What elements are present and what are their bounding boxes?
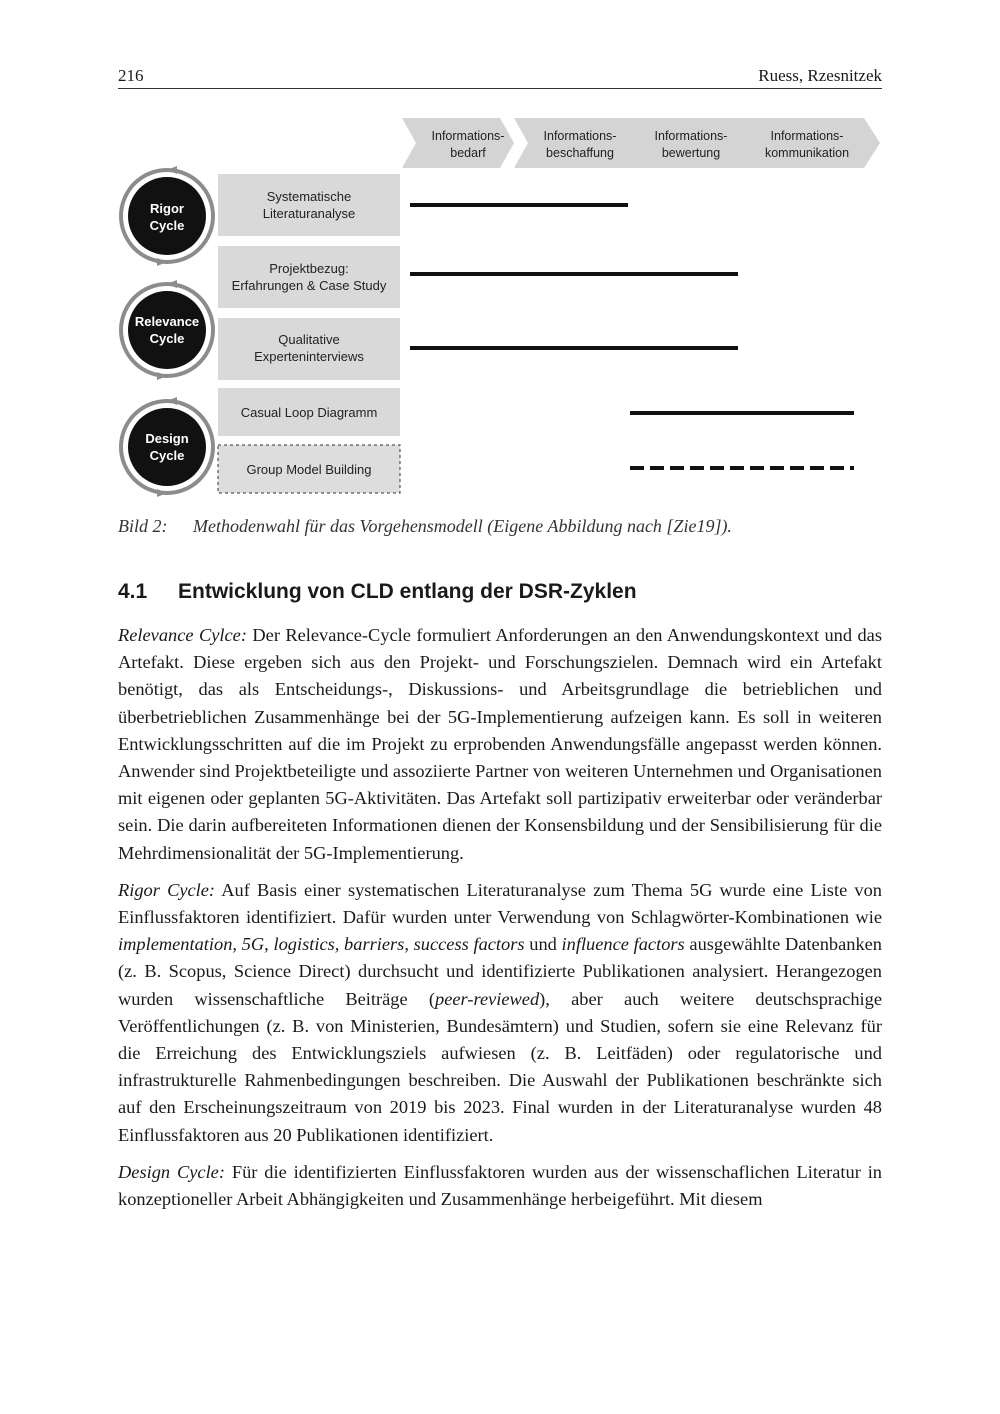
- phase-2-label-line1: Informations-: [543, 129, 617, 143]
- section-heading: [118, 580, 882, 604]
- phase-3-label-line2: bewertung: [661, 146, 721, 160]
- paragraph-relevance: [118, 622, 882, 867]
- paragraph-text: ausgewählte Datenbanken (z. B. Scopus, Science Direct) durchsucht und identifizierte Publikationen analysiert. Herangezogen wurden wissenschaftliche Beiträge (: [118, 934, 883, 1009]
- rigor-cycle-disc: [128, 177, 206, 255]
- relevance-cycle-arrow-icon-2: [157, 372, 167, 380]
- phase-chevron-3: [626, 118, 750, 168]
- phase-1-label-line2: bedarf: [450, 146, 486, 160]
- paragraph-label: Design Cycle:: [118, 1161, 225, 1182]
- design-cycle-label-line2: Cycle: [149, 448, 185, 463]
- method-bars: [410, 205, 854, 468]
- relevance-cycle-disc: [128, 291, 206, 369]
- page-header: [118, 64, 882, 89]
- paragraph-rigor: [118, 877, 882, 1149]
- paragraph-text: Der Relevance-Cycle formuliert Anforderungen an den Anwendungskontext und das Artefakt. Diese ergeben sich aus den Projekt- und Forschungszielen. Demnach wird ein Artefakt benötigt, das als Entscheidungs-, Diskussions- und Arbeitsgrundlage die betrieblichen und überbetrieblichen Zusammenhänge bei der 5G-Implementierung aufzeigen kann. Es soll in weiteren Entwicklungsschritten auf die im Projekt zu erprobenden Anwendungsfälle angepasst werden können. Anwender sind Projektbeteiligte und assoziierte Partner von weiteren Unternehmen und Organisationen mit eigenen oder geplanten 5G-Aktivitäten. Das Artefakt soll partizipativ erweiterbar oder veränderbar sein. Die darin aufbereiteten Informationen dienen der Konsensbildung und der Sensibilisierung für die Mehrdimensionalität der 5G-Implementierung.: [118, 625, 882, 863]
- section-title: Entwicklung von CLD entlang der DSR-Zyklen: [178, 580, 637, 603]
- running-authors: Ruess, Rzesnitzek: [758, 66, 882, 85]
- phase-header: [402, 118, 880, 168]
- relevance-cycle: [121, 280, 213, 380]
- caption-label: Bild 2:: [118, 516, 168, 536]
- method-2-label-line1: Projektbezug:: [269, 261, 349, 276]
- rigor-cycle: [121, 166, 213, 266]
- relevance-cycle-arrow-icon: [167, 280, 177, 288]
- phase-1-label-line1: Informations-: [431, 129, 505, 143]
- paragraph-text: Für die identifizierten Einflussfaktoren wurden aus der wissenschaflichen Literatur in konzeptioneller Arbeit Abhängigkeiten und Zusammenhänge herbeigeführt. Mit diesem: [118, 1161, 882, 1210]
- phase-4-label-line2: kommunikation: [764, 146, 850, 160]
- body-text: [118, 622, 882, 1223]
- page-number: 216: [118, 66, 144, 85]
- phase-chevron-2: [514, 118, 640, 168]
- paragraph-design: [118, 1159, 882, 1213]
- rigor-cycle-arrow-icon-2: [157, 258, 167, 266]
- paragraph-label: Rigor Cycle:: [118, 879, 216, 900]
- method-1-label-line2: Literaturanalyse: [262, 206, 356, 221]
- paragraph-label: Relevance Cylce:: [118, 625, 247, 645]
- design-cycle-arrow-icon-2: [157, 489, 167, 497]
- method-box-1: [218, 174, 400, 236]
- paragraph-text: ), aber auch weitere deutschsprachige Veröffentlichungen (z. B. von Ministerien, Bundesämtern) und Studien, sofern sie eine Relevanz für die Erreichung des Entwicklungsziels aufwiesen (z. B. Leitfäden) oder regulatorische und infrastrukturelle Rahmenbedingungen beschreiben. Die Auswahl der Publikationen beschränkte sich auf den Erscheinungszeitraum von 2019 bis 2023. Final wurden in der Literaturanalyse wurden 48 Einflussfaktoren aus 20 Publikationen identifiziert.: [118, 988, 882, 1145]
- method-box-2: [218, 246, 400, 308]
- method-3-label-line2: Experteninterviews: [254, 349, 364, 364]
- figure-caption: [118, 516, 882, 537]
- phase-3-label-line1: Informations-: [654, 129, 728, 143]
- rigor-cycle-label-line2: Cycle: [149, 218, 185, 233]
- rigor-cycle-arrow-icon: [167, 166, 177, 174]
- method-4-label: Casual Loop Diagramm: [240, 405, 378, 420]
- keyword-peer-reviewed: peer-reviewed: [435, 988, 540, 1009]
- keyword-list: implementation, 5G, logistics, barriers, success factors: [118, 934, 525, 955]
- phase-2-label-line2: beschaffung: [546, 146, 614, 160]
- design-cycle-disc: [128, 408, 206, 486]
- caption-text: Methodenwahl für das Vorgehensmodell (Eigene Abbildung nach [Zie19]).: [193, 516, 732, 536]
- section-number: 4.1: [118, 580, 148, 603]
- paragraph-text: und: [524, 934, 562, 955]
- relevance-cycle-label-line1: Relevance: [134, 314, 200, 329]
- rigor-cycle-label-line1: Rigor: [150, 201, 184, 216]
- method-1-label-line1: Systematische: [266, 189, 352, 204]
- method-3-label-line1: Qualitative: [278, 332, 340, 347]
- paragraph-text: Auf Basis einer systematischen Literaturanalyse zum Thema 5G wurde eine Liste von Einflussfaktoren identifiziert. Dafür wurden unter Verwendung von Schlagwörter-Kombinationen wie: [118, 879, 882, 928]
- method-boxes: [218, 174, 400, 493]
- design-cycle: [121, 397, 213, 497]
- design-cycle-label-line1: Design: [145, 431, 189, 446]
- phase-chevron-4: [736, 118, 880, 168]
- method-5-label: Group Model Building: [246, 462, 372, 477]
- design-cycle-arrow-icon: [167, 397, 177, 405]
- method-2-label-line2: Erfahrungen & Case Study: [231, 278, 387, 293]
- phase-4-label-line1: Informations-: [770, 129, 844, 143]
- keyword-influence: influence factors: [561, 934, 685, 955]
- phase-chevron-1: [402, 118, 514, 168]
- method-diagram: [110, 110, 890, 510]
- relevance-cycle-label-line2: Cycle: [149, 331, 185, 346]
